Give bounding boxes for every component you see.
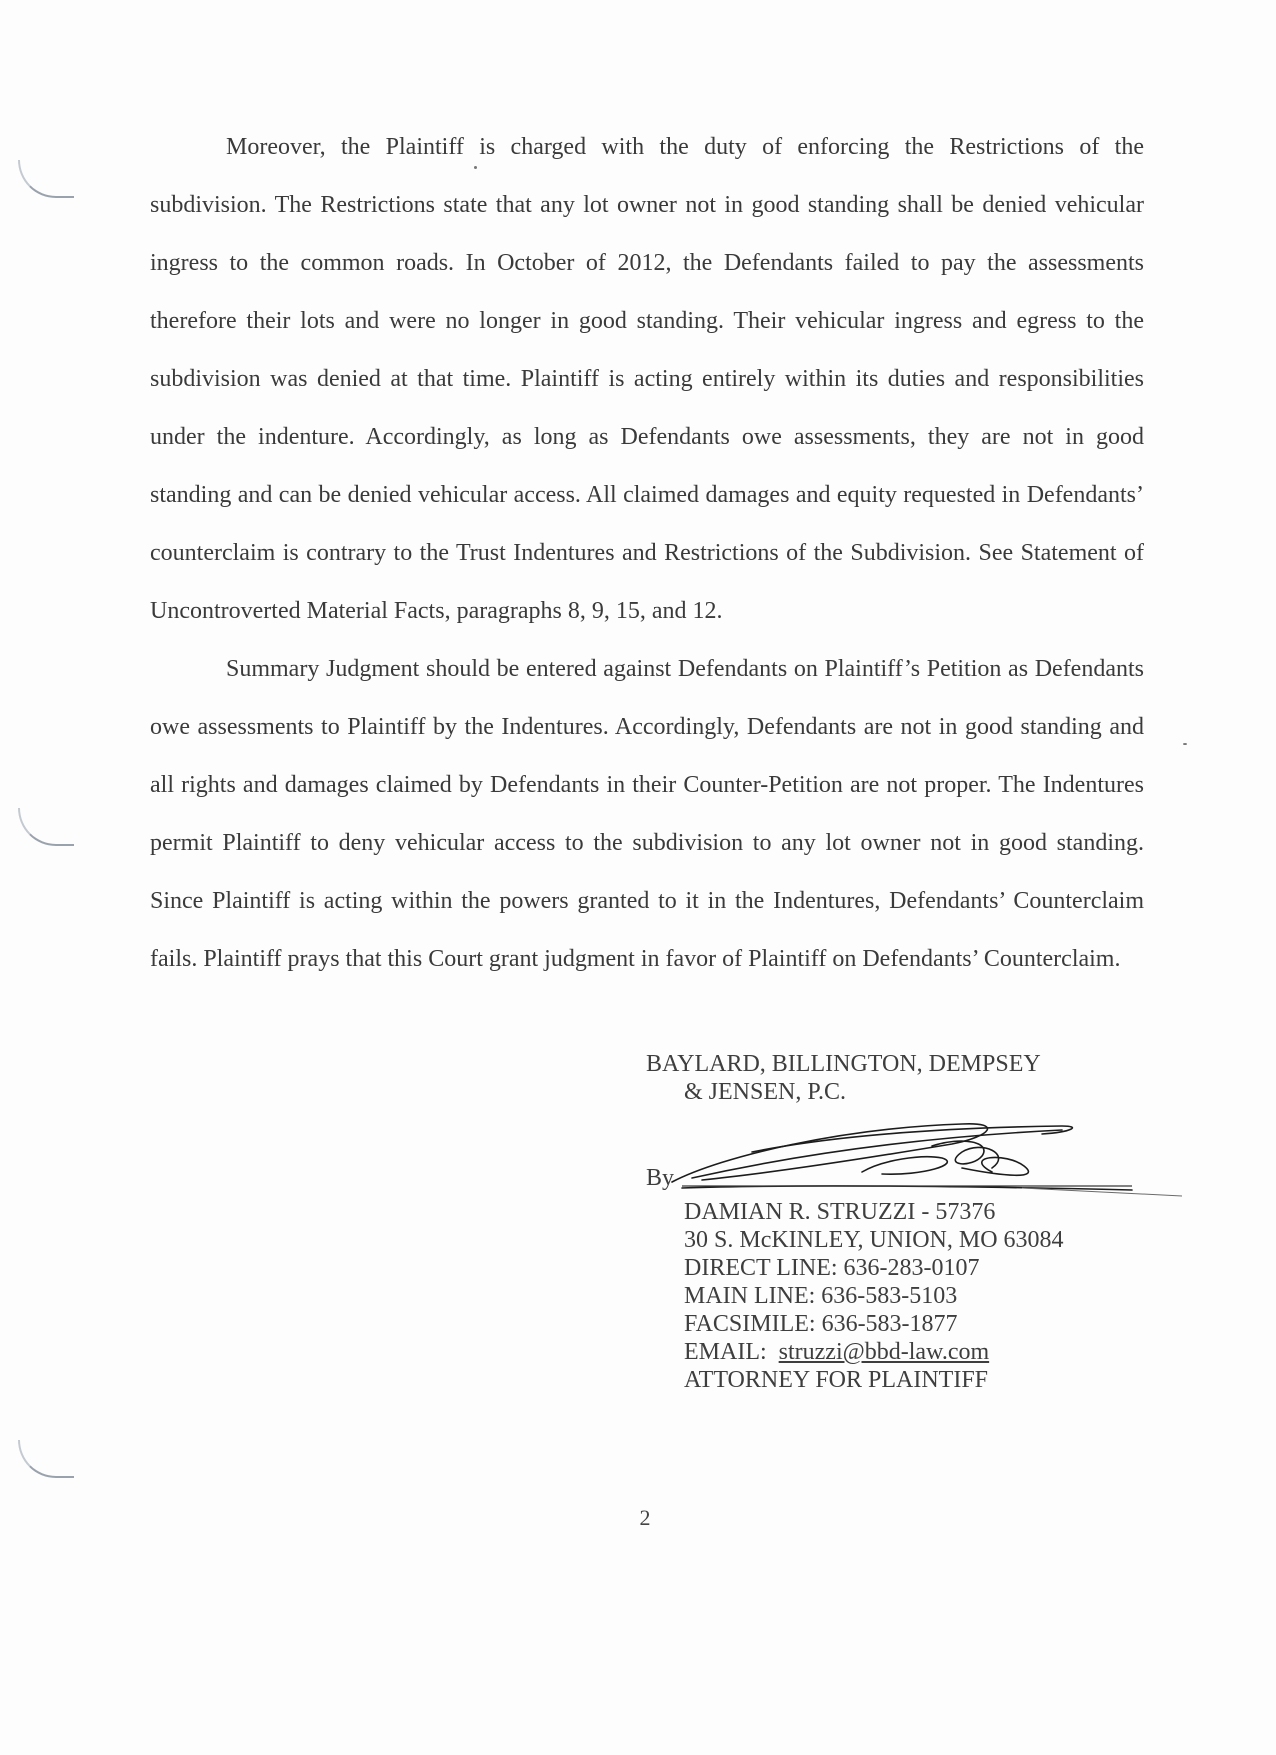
punch-hole-bottom bbox=[18, 1440, 74, 1478]
email-row bbox=[684, 1338, 1064, 1366]
attorney-name: DAMIAN R. STRUZZI - 57376 bbox=[684, 1199, 996, 1225]
email-link[interactable]: struzzi@bbd-law.com bbox=[778, 1339, 990, 1365]
punch-hole-middle bbox=[18, 808, 74, 846]
attorney-role: ATTORNEY FOR PLAINTIFF bbox=[684, 1367, 989, 1393]
direct-line: DIRECT LINE: 636-283-0107 bbox=[684, 1255, 980, 1281]
facsimile: FACSIMILE: 636-583-1877 bbox=[684, 1311, 958, 1337]
punch-hole-top bbox=[18, 160, 74, 198]
by-label: By bbox=[646, 1165, 675, 1191]
email-label: EMAIL: bbox=[684, 1339, 767, 1365]
address: 30 S. McKINLEY, UNION, MO 63084 bbox=[684, 1227, 1064, 1253]
signature-row bbox=[646, 1106, 1064, 1198]
firm-name-line1: BAYLARD, BILLINGTON, DEMPSEY bbox=[646, 1051, 1041, 1077]
firm-name-line2: & JENSEN, P.C. bbox=[684, 1079, 847, 1105]
scan-speck bbox=[1183, 743, 1187, 745]
signature-block bbox=[646, 1050, 1064, 1394]
paragraph-restrictions: Moreover, the Plaintiff is charged with the duty of enforcing the Restrictions of the subdivision. The Restrictions state that any lot owner not in good standing shall be denied vehicular ingress to the common roads. In October of 2012, the Defendants failed to pay the assessments therefore their lots and were no longer in good standing. Their vehicular ingress and egress to the subdivision was denied at that time. Plaintiff is acting entirely within its duties and responsibilities under the indenture. Accordingly, as long as Defendants owe assessments, they are not in good standing and can be denied vehicular access. All claimed damages and equity requested in Defendants’ counterclaim is contrary to the Trust Indentures and Restrictions of the Subdivision. See Statement of Uncontroverted Material Facts, paragraphs 8, 9, 15, and 12. bbox=[150, 134, 1144, 624]
body-text bbox=[150, 118, 1144, 988]
main-line: MAIN LINE: 636-583-5103 bbox=[684, 1283, 958, 1309]
handwritten-signature bbox=[662, 1106, 1182, 1202]
attorney-contact bbox=[646, 1198, 1064, 1394]
page-number: 2 bbox=[639, 1505, 651, 1530]
paragraph-summary-judgment: Summary Judgment should be entered against Defendants on Plaintiff’s Petition as Defendants owe assessments to Plaintiff by the Indentures. Accordingly, Defendants are not in good standing and all rights and damages claimed by Defendants in their Counter-Petition are not proper. The Indentures permit Plaintiff to deny vehicular access to the subdivision to any lot owner not in good standing. Since Plaintiff is acting within the powers granted to it in the Indentures, Defendants’ Counterclaim fails. Plaintiff prays that this Court grant judgment in favor of Plaintiff on Defendants’ Counterclaim. bbox=[150, 656, 1144, 972]
